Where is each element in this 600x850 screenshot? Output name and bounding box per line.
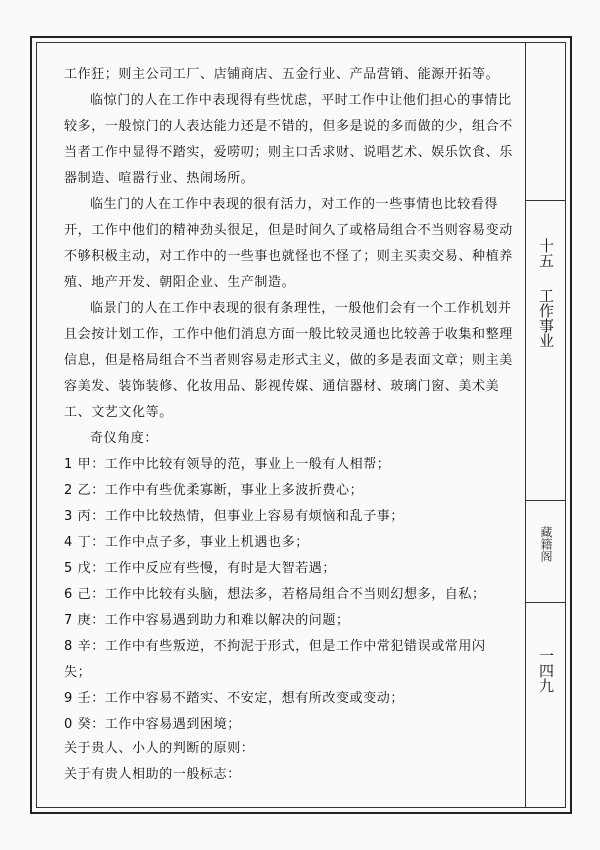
chapter-number [526, 238, 566, 268]
vertical-char: 藏籍阁 [539, 526, 553, 562]
section-heading: 关于贵人、小人的判断的原则： [64, 741, 255, 756]
vertical-char: 一四九 [537, 648, 555, 693]
page-number [526, 648, 566, 693]
text-line: 当者工作中显得不踏实，爱唠叨；则主口舌求财、说唱艺术、娱乐饮食、乐 [64, 145, 513, 160]
text-line: 容美发、装饰装修、化妆用品、影视传媒、通信器材、玻璃门窗、美术美 [64, 379, 500, 394]
section-heading: 奇仪角度： [90, 431, 159, 446]
list-item: 1 甲：工作中比较有领导的范，事业上一般有人相帮； [64, 457, 391, 472]
seal-text [526, 526, 566, 562]
sidebar-rule-3 [525, 602, 566, 603]
vertical-char: 十五 [537, 238, 555, 268]
principle-section [64, 736, 504, 788]
text-line: 不够积极主动，对工作中的一些事也就怪也不怪了；则主买卖交易、种植养 [64, 249, 513, 264]
sidebar-rule-1 [525, 200, 566, 201]
text-line: 临生门的人在工作中表现的很有活力，对工作的一些事情也比较看得 [90, 197, 499, 212]
text-line: 临惊门的人在工作中表现得有些忧虑，平时工作中让他们担心的事情比 [90, 93, 512, 108]
text-line: 信息，但是格局组合不当者则容易走形式主义，做的多是表面文章；则主美 [64, 353, 513, 368]
section-subheading: 关于有贵人相助的一般标志： [64, 767, 241, 782]
body-text [64, 62, 513, 426]
text-line: 工、文艺文化等。 [64, 405, 173, 420]
text-line: 且会按计划工作，工作中他们消息方面一般比较灵通也比较善于收集和整理 [64, 327, 513, 342]
text-line: 较多，一般惊门的人表达能力还是不错的，但多是说的多而做的少，组合不 [64, 119, 513, 134]
list-item: 7 庚：工作中容易遇到助力和难以解决的问题； [64, 613, 350, 628]
sidebar-divider [525, 42, 526, 808]
text-line: 开，工作中他们的精神劲头很足，但是时间久了或格局组合不当则容易变动 [64, 223, 513, 238]
list-item: 5 戊：工作中反应有些慢，有时是大智若遇； [64, 561, 337, 576]
list-item: 失； [64, 665, 92, 680]
text-line: 器制造、喧嚣行业、热闹场所。 [64, 171, 255, 186]
sidebar-rule-2 [525, 500, 566, 501]
chapter-title [526, 288, 566, 348]
text-line: 工作狂；则主公司工厂、店铺商店、五金行业、产品营销、能源开拓等。 [64, 67, 500, 82]
vertical-char: 工作事业 [537, 288, 555, 348]
list-item: 8 辛：工作中有些叛逆，不拘泥于形式，但是工作中常犯错误或常用闪 [64, 639, 486, 654]
list-item: 4 丁：工作中点子多，事业上机遇也多； [64, 535, 309, 550]
list-item: 9 壬：工作中容易不踏实、不安定，想有所改变或变动； [64, 691, 405, 706]
text-line: 临景门的人在工作中表现的很有条理性，一般他们会有一个工作机划并 [90, 301, 512, 316]
list-item: 3 丙：工作中比较热情，但事业上容易有烦恼和乱子事； [64, 509, 405, 524]
list-item: 2 乙：工作中有些优柔寡断，事业上多波折费心； [64, 483, 364, 498]
list-item: 6 己：工作中比较有头脑，想法多，若格局组合不当则幻想多，自私； [64, 587, 486, 602]
list-item: 0 癸：工作中容易遇到困境； [64, 717, 241, 732]
text-line: 殖、地产开发、朝阳企业、生产制造。 [64, 275, 296, 290]
qiyi-section [64, 426, 504, 738]
